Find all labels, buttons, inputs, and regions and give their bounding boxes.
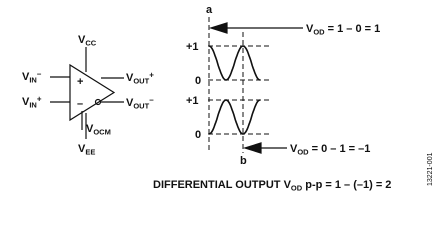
vee-label: $V_{EE}$: [78, 143, 96, 157]
amplifier-minus-sign: –: [77, 98, 84, 110]
caption-differential-output: DIFFERENTIAL OUTPUT $V_{OD}$ p-p = 1 – (–1) = 2: [153, 179, 392, 193]
vod-annotation-b: $V_{OD} = 0 - 1 = -1$: [290, 143, 371, 157]
top-zero-label: 0: [195, 75, 202, 87]
amplifier-triangle: [70, 65, 114, 120]
figure-id: 13221-001: [427, 152, 434, 186]
amplifier-plus-sign: +: [77, 76, 84, 88]
waveform-area: [186, 4, 380, 167]
vod-annotation-a: $V_{OD} = 1 - 0 = 1$: [306, 23, 381, 37]
arrow-b-head: [245, 143, 261, 153]
vin-neg-label: $V_{IN}^-$: [22, 69, 42, 85]
vin-pos-label: $V_{IN}^+$: [22, 94, 42, 110]
vout-pos-label: $V_{OUT}^+$: [126, 70, 154, 86]
top-sine-wave: [209, 46, 260, 80]
arrow-a-head: [211, 23, 227, 33]
top-plus-one-label: +1: [186, 41, 199, 53]
bottom-plus-one-label: +1: [186, 95, 199, 107]
marker-a-label: a: [206, 4, 213, 16]
vocm-label: $V_{OCM}$: [86, 123, 111, 137]
bottom-zero-label: 0: [195, 129, 202, 141]
vout-neg-label: $V_{OUT}^-$: [126, 95, 154, 111]
marker-b-label: b: [240, 155, 247, 167]
bottom-sine-wave: [209, 100, 260, 134]
vcc-label: $V_{CC}$: [78, 34, 97, 48]
